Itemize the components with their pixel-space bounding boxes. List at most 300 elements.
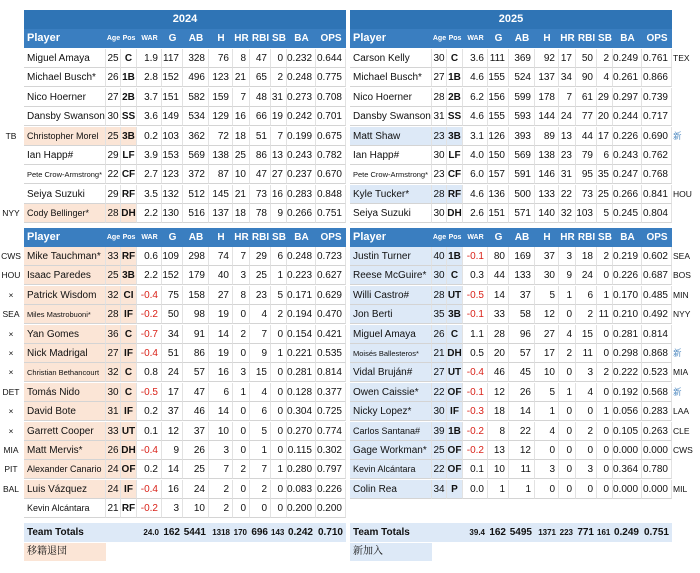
top-left-row-1-h: 123 [209,68,233,87]
left-side-bottom-11: PIT [4,464,18,475]
bottom-right-row-1-player: Reese McGuire* [350,266,432,285]
bottom-right-row-9-ba: 0.105 [613,422,642,441]
bottom-right-row-7-ops: 0.568 [642,383,672,402]
bottom-right-row-1-ops: 0.687 [642,266,672,285]
top-right-row-5-sb: 6 [597,146,613,165]
top-right-row-5-hr: 23 [559,146,576,165]
bottom-right-row-7-hr: 1 [559,383,576,402]
top-left-row-6-player: Pete Crow-Armstrong* [24,165,106,184]
top-right-row-3-player: Dansby Swanson [350,107,432,126]
bottom-left-row-13-h: 2 [209,499,233,518]
top-left-row-3-ab: 534 [183,107,209,126]
top-right-header-sb: SB [597,29,613,48]
top-left-row-4-pos: 3B [121,127,137,146]
bottom-right-row-1-g: 44 [488,266,509,285]
bottom-right-row-8-hr: 0 [559,402,576,421]
bottom-left-row-13-sb: 0 [271,499,287,518]
bottom-left-row-12-g: 16 [162,480,183,499]
bottom-left-row-9-war: 0.1 [137,422,162,441]
bottom-left-row-6-war: 0.8 [137,363,162,382]
top-left-row-7-g: 132 [162,185,183,204]
top-right-row-0-ops: 0.761 [642,49,672,68]
right-side-bottom-9: CLE [673,425,690,436]
bottom-left-row-7-rbi: 4 [250,383,271,402]
bottom-left-row-0-h: 74 [209,247,233,266]
bottom-right-row-5-age: 21 [432,344,447,363]
bottom-right-row-1-rbi: 24 [576,266,597,285]
bottom-right-row-3-pos: 3B [447,305,463,324]
top-left-row-3-h: 129 [209,107,233,126]
top-right-row-7-ba: 0.266 [613,185,642,204]
bottom-right-row-11-h: 3 [535,460,559,479]
bottom-right-row-4-ops: 0.814 [642,325,672,344]
bottom-left-row-10-ba: 0.115 [287,441,316,460]
top-left-row-8-sb: 9 [271,204,287,223]
legend-new-arrival: 新加入 [350,543,432,561]
bottom-left-row-6-rbi: 15 [250,363,271,382]
bottom-left-row-7-pos: C [121,383,137,402]
left-side-top-8: NYY [2,208,20,219]
top-right-row-8-ba: 0.245 [613,204,642,223]
bottom-right-row-7-war: -0.1 [463,383,488,402]
top-right-row-6-g: 157 [488,165,509,184]
top-left-row-7-player: Seiya Suzuki [24,185,106,204]
bottom-right-row-9-ops: 0.263 [642,422,672,441]
top-right-row-3-rbi: 77 [576,107,597,126]
top-left-row-2-pos: 2B [121,88,137,107]
top-right-row-0-pos: C [447,49,463,68]
top-right-row-3-g: 155 [488,107,509,126]
top-right-row-7-war: 4.6 [463,185,488,204]
top-right-row-4-hr: 13 [559,127,576,146]
left-side-bottom-6: × [8,367,14,378]
top-left-row-4-ab: 362 [183,127,209,146]
bottom-left-row-11-player: Alexander Canario [24,460,106,479]
bottom-right-row-6-pos: UT [447,363,463,382]
top-left-row-6-war: 2.7 [137,165,162,184]
bottom-right-row-0-pos: 1B [447,247,463,266]
bottom-left-row-6-ops: 0.814 [316,363,346,382]
bottom-left-row-3-age: 28 [106,305,121,324]
bottom-right-row-12-ba: 0.000 [613,480,642,499]
bottom-left-row-2-g: 75 [162,286,183,305]
bottom-right-row-1-ba: 0.226 [613,266,642,285]
bottom-left-row-10-g: 9 [162,441,183,460]
top-left-row-6-g: 123 [162,165,183,184]
bottom-left-row-9-rbi: 5 [250,422,271,441]
top-right-row-0-sb: 2 [597,49,613,68]
top-right-row-6-rbi: 95 [576,165,597,184]
top-right-row-7-ops: 0.841 [642,185,672,204]
totals-right-ab: 5495 [509,523,535,542]
bottom-right-row-8-rbi: 0 [576,402,597,421]
bottom-right-row-8-g: 18 [488,402,509,421]
bottom-left-row-1-g: 152 [162,266,183,285]
top-left-row-4-h: 72 [209,127,233,146]
bottom-right-row-2-ba: 0.170 [613,286,642,305]
bottom-right-row-7-ba: 0.192 [613,383,642,402]
bottom-left-row-5-g: 51 [162,344,183,363]
bottom-right-row-8-pos: IF [447,402,463,421]
bottom-left-header-ba: BA [287,228,316,247]
top-right-row-0-h: 92 [535,49,559,68]
top-left-row-0-sb: 0 [271,49,287,68]
bottom-left-row-0-hr: 7 [233,247,250,266]
bottom-right-row-10-rbi: 0 [576,441,597,460]
top-right-row-1-war: 4.6 [463,68,488,87]
top-right-row-1-pos: 1B [447,68,463,87]
top-left-row-3-hr: 16 [233,107,250,126]
top-right-row-6-war: 6.0 [463,165,488,184]
top-left-row-3-ops: 0.701 [316,107,346,126]
bottom-left-row-6-hr: 3 [233,363,250,382]
bottom-right-row-1-age: 30 [432,266,447,285]
top-left-row-2-h: 159 [209,88,233,107]
top-right-row-0-hr: 17 [559,49,576,68]
bottom-left-row-3-rbi: 4 [250,305,271,324]
bottom-right-row-0-sb: 2 [597,247,613,266]
top-left-row-6-hr: 10 [233,165,250,184]
bottom-left-row-4-g: 34 [162,325,183,344]
top-right-row-5-player: Ian Happ# [350,146,432,165]
top-right-row-2-rbi: 61 [576,88,597,107]
top-right-row-4-rbi: 44 [576,127,597,146]
bottom-left-row-11-sb: 1 [271,460,287,479]
bottom-left-row-7-g: 17 [162,383,183,402]
bottom-right-row-7-age: 22 [432,383,447,402]
top-left-row-6-sb: 27 [271,165,287,184]
bottom-left-row-13-ba: 0.200 [287,499,316,518]
bottom-left-row-8-pos: IF [121,402,137,421]
top-left-row-7-ab: 512 [183,185,209,204]
top-right-row-2-ab: 599 [509,88,535,107]
bottom-right-row-0-ba: 0.219 [613,247,642,266]
right-side-top-1 [673,68,695,87]
top-left-row-6-h: 87 [209,165,233,184]
top-right-row-4-sb: 17 [597,127,613,146]
bottom-right-row-10-g: 13 [488,441,509,460]
bottom-right-row-8-ab: 14 [509,402,535,421]
bottom-right-row-5-sb: 0 [597,344,613,363]
top-left-row-4-ba: 0.199 [287,127,316,146]
bottom-left-row-12-pos: IF [121,480,137,499]
bottom-right-header-ops: OPS [642,228,672,247]
left-side-bottom-3: SEA [2,309,20,320]
bottom-left-row-8-ab: 46 [183,402,209,421]
bottom-right-row-3-player: Jon Berti [350,305,432,324]
right-side-bottom-1: BOS [673,270,691,281]
bottom-left-row-9-player: Garrett Cooper [24,422,106,441]
top-right-row-1-ops: 0.866 [642,68,672,87]
bottom-right-row-7-g: 12 [488,383,509,402]
bottom-left-row-3-war: -0.2 [137,305,162,324]
bottom-right-row-7-player: Owen Caissie* [350,383,432,402]
bottom-right-row-12-ops: 0.000 [642,480,672,499]
top-left-header-h: H [209,29,233,48]
left-side-top-1 [0,68,22,87]
top-right-row-4-g: 126 [488,127,509,146]
left-side-bottom-8: × [8,406,14,417]
top-right-row-0-ba: 0.249 [613,49,642,68]
bottom-left-row-13-ab: 10 [183,499,209,518]
bottom-left-row-8-rbi: 6 [250,402,271,421]
bottom-right-row-8-war: -0.3 [463,402,488,421]
bottom-left-header-sb: SB [271,228,287,247]
bottom-right-row-9-war: -0.2 [463,422,488,441]
bottom-left-row-4-age: 36 [106,325,121,344]
bottom-left-row-11-h: 7 [209,460,233,479]
bottom-right-row-2-player: Willi Castro# [350,286,432,305]
bottom-left-row-12-sb: 0 [271,480,287,499]
top-right-row-8-sb: 5 [597,204,613,223]
bottom-right-row-1-war: 0.3 [463,266,488,285]
top-right-row-6-hr: 31 [559,165,576,184]
bottom-left-row-13-ops: 0.200 [316,499,346,518]
top-right-row-5-ab: 569 [509,146,535,165]
bottom-right-row-11-sb: 0 [597,460,613,479]
bottom-right-row-4-pos: C [447,325,463,344]
top-left-row-6-rbi: 47 [250,165,271,184]
bottom-right-row-3-ops: 0.492 [642,305,672,324]
top-right-row-3-age: 31 [432,107,447,126]
bottom-left-row-1-sb: 1 [271,266,287,285]
top-left-header-ab: AB [183,29,209,48]
bottom-left-row-2-ba: 0.171 [287,286,316,305]
bottom-right-row-4-h: 27 [535,325,559,344]
top-right-row-7-h: 133 [535,185,559,204]
bottom-left-row-1-rbi: 25 [250,266,271,285]
top-right-header-rbi: RBI [576,29,597,48]
right-side-bottom-12: MIL [673,483,688,494]
bottom-left-row-0-sb: 6 [271,247,287,266]
bottom-right-row-3-war: -0.1 [463,305,488,324]
top-right-row-6-pos: CF [447,165,463,184]
top-left-row-8-g: 130 [162,204,183,223]
bottom-left-row-2-war: -0.4 [137,286,162,305]
bottom-right-row-0-ab: 169 [509,247,535,266]
bottom-left-row-0-ops: 0.723 [316,247,346,266]
bottom-left-row-12-ab: 24 [183,480,209,499]
totals-left-war: 24.0 [137,523,162,542]
top-right-row-7-sb: 25 [597,185,613,204]
top-left-row-4-ops: 0.675 [316,127,346,146]
bottom-right-row-9-hr: 0 [559,422,576,441]
top-right-row-7-hr: 22 [559,185,576,204]
bottom-left-header-h: H [209,228,233,247]
top-right-row-6-age: 23 [432,165,447,184]
bottom-right-row-11-age: 22 [432,460,447,479]
bottom-left-row-13-hr: 0 [233,499,250,518]
bottom-left-row-1-war: 2.2 [137,266,162,285]
bottom-left-row-8-player: David Bote [24,402,106,421]
bottom-left-row-8-ba: 0.304 [287,402,316,421]
top-left-row-8-age: 28 [106,204,121,223]
top-left-row-1-pos: 1B [121,68,137,87]
bottom-right-row-6-g: 46 [488,363,509,382]
bottom-left-row-10-sb: 0 [271,441,287,460]
bottom-right-row-8-player: Nicky Lopez* [350,402,432,421]
top-left-row-1-rbi: 65 [250,68,271,87]
bottom-right-row-0-ops: 0.602 [642,247,672,266]
bottom-left-row-0-war: 0.6 [137,247,162,266]
top-left-row-1-age: 26 [106,68,121,87]
top-left-row-2-age: 27 [106,88,121,107]
right-side-bottom-5: 新 [673,348,682,358]
bottom-left-row-9-sb: 0 [271,422,287,441]
top-left-row-0-h: 76 [209,49,233,68]
top-right-row-0-age: 30 [432,49,447,68]
top-right-header-pos: Pos [447,29,463,48]
bottom-left-header-g: G [162,228,183,247]
right-side-bottom-6: MIA [673,367,689,378]
top-right-row-1-age: 27 [432,68,447,87]
bottom-left-row-11-ab: 25 [183,460,209,479]
bottom-left-row-11-ops: 0.797 [316,460,346,479]
top-right-row-6-sb: 35 [597,165,613,184]
bottom-right-row-10-ab: 12 [509,441,535,460]
bottom-right-row-12-age: 34 [432,480,447,499]
bottom-right-row-0-war: -0.1 [463,247,488,266]
totals-right-war: 39.4 [463,523,488,542]
top-left-row-7-war: 3.5 [137,185,162,204]
bottom-left-row-7-h: 6 [209,383,233,402]
bottom-left-row-12-ops: 0.226 [316,480,346,499]
bottom-left-row-7-age: 30 [106,383,121,402]
bottom-left-row-4-ba: 0.154 [287,325,316,344]
top-right-header-war: WAR [463,29,488,48]
bottom-right-row-9-ab: 22 [509,422,535,441]
bottom-right-row-2-h: 5 [535,286,559,305]
top-left-row-0-ba: 0.232 [287,49,316,68]
top-left-row-8-player: Cody Bellinger* [24,204,106,223]
top-right-row-2-ba: 0.297 [613,88,642,107]
top-right-row-4-ab: 393 [509,127,535,146]
bottom-left-row-9-pos: UT [121,422,137,441]
bottom-right-row-5-h: 17 [535,344,559,363]
top-left-row-5-ops: 0.782 [316,146,346,165]
top-right-row-3-war: 4.6 [463,107,488,126]
bottom-right-row-6-ops: 0.523 [642,363,672,382]
bottom-left-row-1-ab: 179 [183,266,209,285]
bottom-left-row-4-pos: C [121,325,137,344]
top-right-row-3-pos: SS [447,107,463,126]
top-right-row-7-rbi: 73 [576,185,597,204]
bottom-right-header-sb: SB [597,228,613,247]
bottom-right-row-11-ba: 0.364 [613,460,642,479]
top-left-header-ba: BA [287,29,316,48]
bottom-right-row-12-rbi: 0 [576,480,597,499]
bottom-right-row-4-player: Miguel Amaya [350,325,432,344]
bottom-left-row-8-hr: 0 [233,402,250,421]
top-right-row-6-player: Pete Crow-Armstrong* [350,165,432,184]
bottom-left-row-1-ops: 0.627 [316,266,346,285]
top-right-row-3-ba: 0.244 [613,107,642,126]
bottom-right-row-9-pos: 1B [447,422,463,441]
bottom-right-row-1-ab: 133 [509,266,535,285]
totals-right-ops: 0.751 [642,523,672,542]
top-left-row-0-player: Miguel Amaya [24,49,106,68]
bottom-left-row-9-ops: 0.774 [316,422,346,441]
bottom-right-row-5-player: Moisés Ballesteros* [350,344,432,363]
totals-right-hr: 223 [559,523,576,542]
bottom-left-row-3-ab: 98 [183,305,209,324]
top-right-row-6-ops: 0.768 [642,165,672,184]
bottom-right-header-war: WAR [463,228,488,247]
bottom-right-header-g: G [488,228,509,247]
bottom-right-row-3-rbi: 2 [576,305,597,324]
top-right-row-3-ab: 593 [509,107,535,126]
left-side-bottom-5: × [8,348,14,358]
bottom-left-row-10-ops: 0.302 [316,441,346,460]
top-right-header-h: H [535,29,559,48]
bottom-left-row-11-g: 14 [162,460,183,479]
top-right-row-4-pos: 3B [447,127,463,146]
bottom-left-row-4-sb: 0 [271,325,287,344]
bottom-left-row-3-pos: IF [121,305,137,324]
bottom-right-row-2-ab: 37 [509,286,535,305]
bottom-left-row-12-age: 24 [106,480,121,499]
top-left-row-7-ba: 0.283 [287,185,316,204]
top-right-row-8-hr: 32 [559,204,576,223]
top-left-row-2-ba: 0.273 [287,88,316,107]
top-left-row-4-sb: 7 [271,127,287,146]
top-left-row-3-pos: SS [121,107,137,126]
bottom-left-row-7-ops: 0.377 [316,383,346,402]
right-side-top-7: HOU [673,188,692,199]
bottom-right-row-11-hr: 0 [559,460,576,479]
top-right-row-2-ops: 0.739 [642,88,672,107]
top-left-row-2-g: 151 [162,88,183,107]
top-left-row-8-rbi: 78 [250,204,271,223]
bottom-right-row-4-hr: 4 [559,325,576,344]
bottom-left-row-3-sb: 2 [271,305,287,324]
top-right-row-2-h: 178 [535,88,559,107]
bottom-right-row-9-g: 8 [488,422,509,441]
top-left-row-2-hr: 7 [233,88,250,107]
top-left-row-7-rbi: 73 [250,185,271,204]
top-right-row-7-player: Kyle Tucker* [350,185,432,204]
bottom-right-row-12-g: 1 [488,480,509,499]
top-right-row-3-h: 144 [535,107,559,126]
bottom-right-row-6-ba: 0.222 [613,363,642,382]
bottom-left-row-5-sb: 1 [271,344,287,363]
top-right-row-2-age: 28 [432,88,447,107]
bottom-right-row-4-sb: 0 [597,325,613,344]
bottom-left-row-5-ab: 86 [183,344,209,363]
bottom-left-row-4-h: 14 [209,325,233,344]
bottom-right-row-12-war: 0.0 [463,480,488,499]
bottom-right-row-10-war: -0.2 [463,441,488,460]
top-right-row-5-rbi: 79 [576,146,597,165]
bottom-right-row-12-hr: 0 [559,480,576,499]
bottom-left-row-9-ba: 0.270 [287,422,316,441]
top-right-row-7-pos: RF [447,185,463,204]
bottom-right-row-9-player: Carlos Santana# [350,422,432,441]
bottom-right-row-5-war: 0.5 [463,344,488,363]
bottom-right-row-9-h: 4 [535,422,559,441]
top-left-header-g: G [162,29,183,48]
top-left-row-0-ab: 328 [183,49,209,68]
top-left-header-ops: OPS [316,29,346,48]
right-side-bottom-0: SEA [673,251,691,261]
top-left-row-3-g: 149 [162,107,183,126]
year-header-left: 2024 [24,10,346,29]
bottom-left-row-6-ab: 57 [183,363,209,382]
bottom-left-row-12-player: Luis Vázquez [24,480,106,499]
bottom-left-row-4-player: Yan Gomes [24,325,106,344]
bottom-right-row-10-h: 0 [535,441,559,460]
bottom-right-row-8-sb: 1 [597,402,613,421]
